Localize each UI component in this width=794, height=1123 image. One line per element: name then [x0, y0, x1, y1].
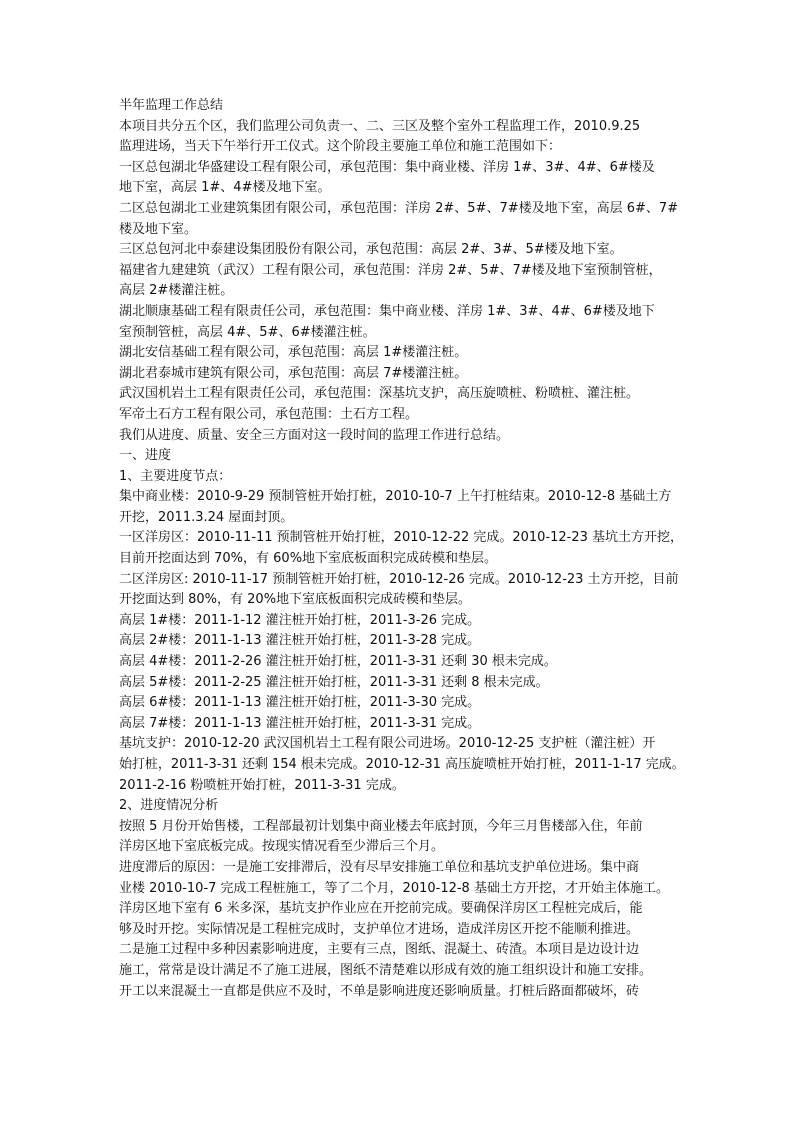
- text-line: 本项目共分五个区，我们监理公司负责一、二、三区及整个室外工程监理工作，2010.9.25: [119, 118, 641, 134]
- text-line: 集中商业楼：2010-9-29 预制管桩开始打桩，2010-10-7 上午打桩结束。2010-12-8 基础土方: [119, 489, 672, 505]
- text-line: 二区洋房区: 2010-11-17 预制管桩开始打桩，2010-12-26 完成。2010-12-23 土方开挖，目前: [119, 571, 679, 587]
- text-line: 高层 2#楼：2011-1-13 灌注桩开始打桩，2011-3-28 完成。: [119, 633, 481, 649]
- text-line: 目前开挖面达到 70%，有 60%地下室底板面积完成砖模和垫层。: [119, 551, 498, 567]
- text-line: 1、主要进度节点：: [119, 468, 232, 484]
- text-line: 湖北顺康基础工程有限责任公司，承包范围：集中商业楼、洋房 1#、3#、4#、6#楼及地下: [119, 303, 655, 319]
- text-line: 三区总包河北中泰建设集团股份有限公司，承包范围：高层 2#、3#、5#楼及地下室。: [119, 242, 623, 258]
- text-line: 湖北君泰城市建筑有限公司，承包范围：高层 7#楼灌注桩。: [119, 365, 468, 381]
- text-line: 2、进度情况分析: [119, 798, 219, 814]
- text-line: 2011-2-16 粉喷桩开始打桩，2011-3-31 完成。: [119, 777, 405, 793]
- text-line: 二区总包湖北工业建筑集团有限公司，承包范围：洋房 2#、5#、7#楼及地下室，高层 6#、7#: [119, 200, 679, 216]
- text-line: 高层 5#楼：2011-2-25 灌注桩开始打桩，2011-3-31 还剩 8 根未完成。: [119, 674, 549, 690]
- text-line: 军帝土石方工程有限公司，承包范围：土石方工程。: [119, 406, 419, 422]
- text-line: 室预制管桩，高层 4#、5#、6#楼灌注桩。: [119, 324, 376, 340]
- text-line: 高层 6#楼：2011-1-13 灌注桩开始打桩，2011-3-30 完成。: [119, 695, 481, 711]
- text-line: 开挖面达到 80%，有 20%地下室底板面积完成砖模和垫层。: [119, 592, 472, 608]
- text-line: 武汉国机岩土工程有限责任公司，承包范围：深基坑支护，高压旋喷桩、粉喷桩、灌注桩。: [119, 386, 640, 402]
- text-line: 我们从进度、质量、安全三方面对这一段时间的监理工作进行总结。: [119, 427, 510, 443]
- text-line: 一区洋房区：2010-11-11 预制管桩开始打桩，2010-12-22 完成。2010-12-23 基坑土方开挖，: [119, 530, 684, 546]
- text-line: 高层 7#楼：2011-1-13 灌注桩开始打桩，2011-3-31 完成。: [119, 715, 481, 731]
- document-page: [119, 96, 685, 1002]
- text-line: 按照 5 月份开始售楼，工程部最初计划集中商业楼去年底封顶，今年三月售楼部入住，年前: [119, 818, 643, 834]
- document-title: 半年监理工作总结: [119, 98, 224, 113]
- text-line: 湖北安信基础工程有限公司，承包范围：高层 1#楼灌注桩。: [119, 345, 468, 361]
- text-line: 洋房区地下室底板完成。按现实情况看至少滞后三个月。: [119, 839, 445, 855]
- text-line: 福建省九建建筑（武汉）工程有限公司，承包范围：洋房 2#、5#、7#楼及地下室预制管桩，: [119, 262, 662, 278]
- text-line: 监理进场，当天下午举行开工仪式。这个阶段主要施工单位和施工范围如下：: [119, 139, 562, 155]
- text-line: 开工以来混凝土一直都是供应不及时，不单是影响进度还影响质量。打桩后路面都破坏，砖: [119, 983, 640, 999]
- text-line: 高层 4#楼：2011-2-26 灌注桩开始打桩，2011-3-31 还剩 30 根未完成。: [119, 654, 557, 670]
- text-line: 二是施工过程中多种因素影响进度，主要有三点，图纸、混凝土、砖渣。本项目是边设计边: [119, 942, 640, 958]
- text-line: 开挖，2011.3.24 屋面封顶。: [119, 509, 294, 525]
- text-line: 一、进度: [119, 448, 172, 464]
- text-line: 够及时开挖。实际情况是工程桩完成时，支护单位才进场，造成洋房区开挖不能顺利推进。: [119, 921, 640, 937]
- text-line: 基坑支护：2010-12-20 武汉国机岩土工程有限公司进场。2010-12-25 支护桩（灌注桩）开: [119, 736, 656, 752]
- text-line: 洋房区地下室有 6 米多深，基坑支护作业应在开挖前完成。要确保洋房区工程桩完成后，能: [119, 901, 643, 917]
- text-line: 地下室，高层 1#、4#楼及地下室。: [119, 180, 331, 196]
- text-line: 高层 1#楼：2011-1-12 灌注桩开始打桩，2011-3-26 完成。: [119, 612, 481, 628]
- text-line: 楼及地下室。: [119, 221, 198, 237]
- text-line: 一区总包湖北华盛建设工程有限公司，承包范围：集中商业楼、洋房 1#、3#、4#、6#楼及: [119, 159, 655, 175]
- text-line: 进度滞后的原因：一是施工安排滞后，没有尽早安排施工单位和基坑支护单位进场。集中商: [119, 859, 640, 875]
- text-line: 始打桩，2011-3-31 还剩 154 根未完成。2010-12-31 高压旋喷桩开始打桩，2011-1-17 完成。: [119, 757, 685, 772]
- text-line: 业楼 2010-10-7 完成工程桩施工，等了二个月，2010-12-8 基础土方开挖，才开始主体施工。: [119, 880, 669, 896]
- text-line: 施工，常常是设计满足不了施工进展，图纸不清楚难以形成有效的施工组织设计和施工安排。: [119, 962, 653, 978]
- text-line: 高层 2#楼灌注桩。: [119, 283, 234, 299]
